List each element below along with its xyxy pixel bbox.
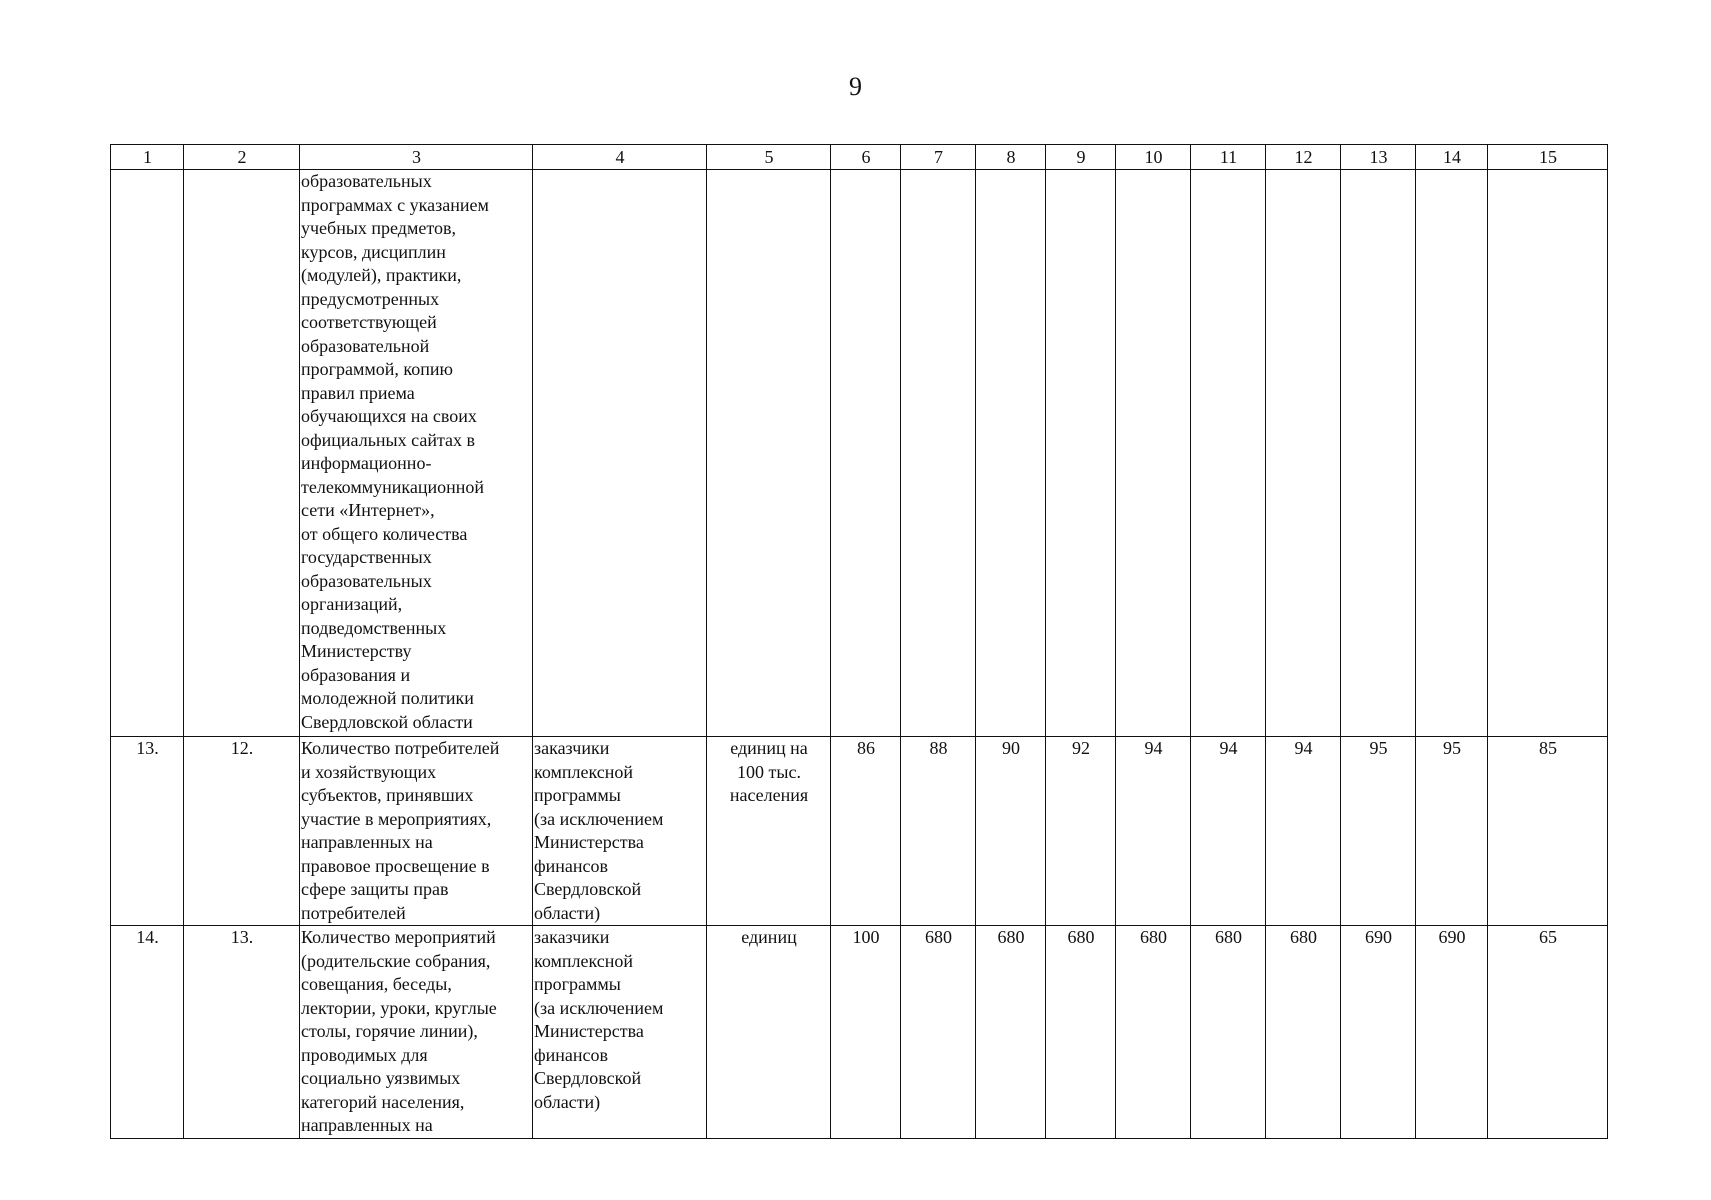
table-row: [111, 926, 1608, 1139]
item-number-cell: 13.: [184, 926, 300, 1139]
column-header: 14: [1416, 145, 1488, 170]
value-cell: 86: [831, 737, 901, 926]
column-header: 10: [1116, 145, 1191, 170]
item-number-cell: 12.: [184, 737, 300, 926]
value-cell: 680: [976, 926, 1046, 1139]
item-number-cell: [184, 170, 300, 737]
column-header: 4: [533, 145, 707, 170]
page-number: 9: [849, 72, 862, 101]
value-cell: 680: [1266, 926, 1341, 1139]
value-cell: 690: [1341, 926, 1416, 1139]
value-cell: [1416, 170, 1488, 737]
column-number-row: [111, 145, 1608, 170]
value-cell: [1488, 170, 1608, 737]
responsible-cell: заказчики комплексной программы (за исключением Министерства финансов Свердловской области): [533, 926, 707, 1139]
value-cell: [976, 170, 1046, 737]
value-cell: 88: [901, 737, 976, 926]
value-cell: [901, 170, 976, 737]
column-header: 3: [300, 145, 533, 170]
column-header: 7: [901, 145, 976, 170]
value-cell: 680: [1046, 926, 1116, 1139]
responsible-cell: [533, 170, 707, 737]
column-header: 15: [1488, 145, 1608, 170]
indicator-name-cell: образовательных программах с указанием учебных предметов, курсов, дисциплин (модулей), практики, предусмотренных соответствующей образовательной программой, копию правил приема обучающихся на своих официальных сайтах в информационно- телекоммуникационной сети «Интернет», от общего количества государственных образовательных организаций, подведомственных Министерству образования и молодежной политики Свердловской области: [300, 170, 533, 737]
value-cell: 680: [1116, 926, 1191, 1139]
value-cell: 680: [901, 926, 976, 1139]
value-cell: 90: [976, 737, 1046, 926]
unit-cell: единиц: [707, 926, 831, 1139]
value-cell: 94: [1116, 737, 1191, 926]
value-cell: 94: [1266, 737, 1341, 926]
column-header: 12: [1266, 145, 1341, 170]
value-cell: 92: [1046, 737, 1116, 926]
value-cell: 95: [1341, 737, 1416, 926]
column-header: 2: [184, 145, 300, 170]
row-number-cell: [111, 170, 184, 737]
responsible-cell: заказчики комплексной программы (за исключением Министерства финансов Свердловской области): [533, 737, 707, 926]
value-cell: 85: [1488, 737, 1608, 926]
value-cell: 65: [1488, 926, 1608, 1139]
table-row: [111, 170, 1608, 737]
value-cell: 680: [1191, 926, 1266, 1139]
value-cell: [1266, 170, 1341, 737]
column-header: 13: [1341, 145, 1416, 170]
value-cell: [1191, 170, 1266, 737]
value-cell: [831, 170, 901, 737]
value-cell: [1116, 170, 1191, 737]
indicator-name-cell: Количество мероприятий (родительские собрания, совещания, беседы, лектории, уроки, круглые столы, горячие линии), проводимых для социально уязвимых категорий населения, направленных на: [300, 926, 533, 1139]
indicator-name-cell: Количество потребителей и хозяйствующих субъектов, принявших участие в мероприятиях, направленных на правовое просвещение в сфере защиты прав потребителей: [300, 737, 533, 926]
column-header: 6: [831, 145, 901, 170]
value-cell: [1046, 170, 1116, 737]
unit-cell: [707, 170, 831, 737]
row-number-cell: 13.: [111, 737, 184, 926]
row-number-cell: 14.: [111, 926, 184, 1139]
column-header: 8: [976, 145, 1046, 170]
indicators-table: [110, 144, 1608, 1139]
value-cell: 100: [831, 926, 901, 1139]
value-cell: [1341, 170, 1416, 737]
column-header: 9: [1046, 145, 1116, 170]
column-header: 5: [707, 145, 831, 170]
column-header: 1: [111, 145, 184, 170]
table-row: [111, 737, 1608, 926]
value-cell: 95: [1416, 737, 1488, 926]
value-cell: 690: [1416, 926, 1488, 1139]
unit-cell: единиц на 100 тыс. населения: [707, 737, 831, 926]
column-header: 11: [1191, 145, 1266, 170]
value-cell: 94: [1191, 737, 1266, 926]
